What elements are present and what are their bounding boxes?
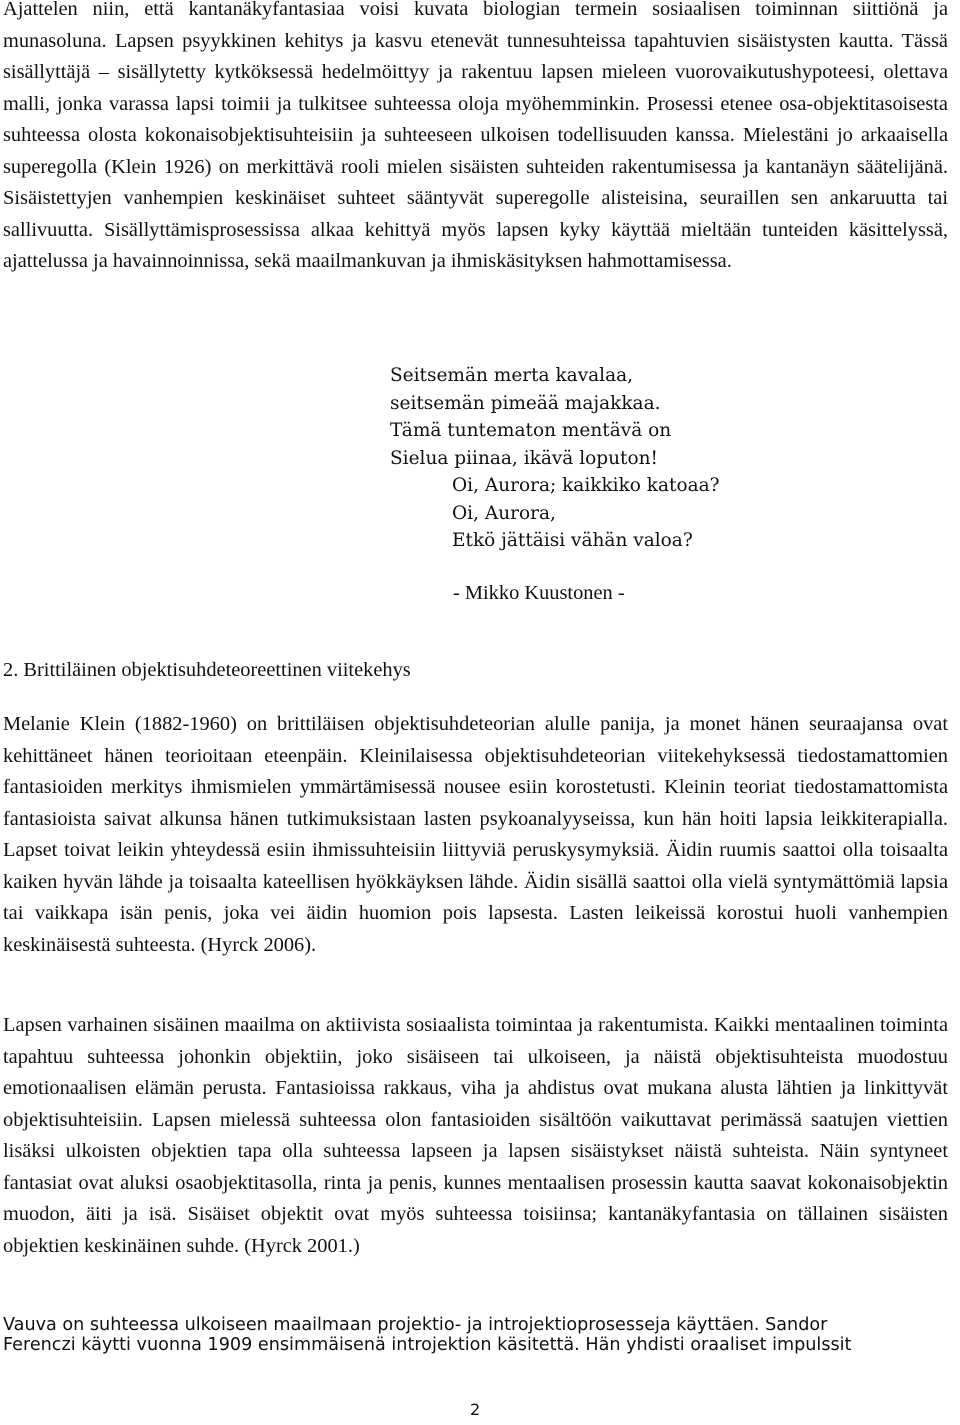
- poem-line: Tämä tuntematon mentävä on: [390, 420, 672, 441]
- paragraph-line: Vauva on suhteessa ulkoiseen maailmaan projektio- ja introjektioprosesseja käyttäen. Sandor: [3, 1315, 828, 1335]
- poem-line: Sielua piinaa, ikävä loputon!: [390, 447, 658, 469]
- poem-line: seitsemän pimeää majakkaa.: [390, 392, 661, 414]
- poem-line: Seitsemän merta kavalaa,: [390, 365, 634, 386]
- poem: [390, 362, 720, 555]
- poem-line: Oi, Aurora,: [452, 502, 556, 524]
- poem-author: - Mikko Kuustonen -: [453, 582, 625, 604]
- paragraph-line: Ferenczi käytti vuonna 1909 ensimmäisenä introjektion käsitettä. Hän yhdisti oraaliset impulssit: [3, 1335, 852, 1355]
- section-heading: 2. Brittiläinen objektisuhdeteoreettinen viitekehys: [3, 659, 411, 681]
- poem-line: Etkö jättäisi vähän valoa?: [452, 530, 693, 551]
- paragraph-projection: [3, 1315, 948, 1355]
- paragraph-inner-world: Lapsen varhainen sisäinen maailma on aktiivista sosiaalista toimintaa ja rakentumista. Kaikki mentaalinen toiminta tapahtuu suhteessa johonkin objektiin, joko sisäiseen tai ulkoiseen, ja näistä objektisuhteista muodostuu emotionaalisen elämän perusta. Fantasioissa rakkaus, viha ja ahdistus ovat mukana alusta lähtien ja linkittyvät objektisuhteisiin. Lapsen mielessä suhteessa olon fantasioiden sisältöön vaikuttavat perimässä saatujen viettien lisäksi ulkoisten objektien tapa olla suhteessa lapseen ja lapsen sisäistykset näistä suhteista. Näin syntyneet fantasiat ovat aluksi osaobjektitasolla, rinta ja penis, kunnes mentaalisen prosessin kautta saavat kokonaisobjektin muodon, äiti ja isä. Sisäiset objektit ovat myös suhteessa toisiinsa; kantanäkyfantasia on tällainen sisäisten objektien keskinäinen suhde. (Hyrck 2001.): [3, 1014, 948, 1257]
- paragraph-intro: Ajattelen niin, että kantanäkyfantasiaa voisi kuvata biologian termein sosiaalisen toiminnan siittiönä ja munasoluna. Lapsen psyykkinen kehitys ja kasvu etenevät tunnesuhteissa tapahtuvien sisäistysten kautta. Tässä sisällyttäjä – sisällytetty kytköksessä hedelmöittyy ja rakentuu lapsen mieleen vuorovaikutushypoteesi, olettava malli, jonka varassa lapsi toimii ja tulkitsee suhteessa oloja myöhemminkin. Prosessi etenee osa-objektitasoisesta suhteessa olosta kokonaisobjektisuhteisiin ja suhteeseen ulkoisen todellisuuden kanssa. Mielestäni jo arkaaisella superegolla (Klein 1926) on merkittävä rooli mielen sisäisten suhteiden rakentumisessa ja kantanäyn säätelijänä. Sisäistettyjen vanhempien keskinäiset suhteet sääntyvät superegolle alisteisina, seuraillen sen ankaruutta tai sallivuutta. Sisällyttämisprosessissa alkaa kehittyä myös lapsen kyky käyttää mieltään tunteiden käsittelyssä, ajattelussa ja havainnoinnissa, sekä maailmankuvan ja ihmiskäsityksen hahmottamisessa.: [3, 0, 948, 272]
- poem-line: Oi, Aurora; kaikkiko katoaa?: [452, 475, 720, 496]
- paragraph-klein: Melanie Klein (1882-1960) on brittiläisen objektisuhdeteorian alulle panija, ja monet hänen seuraajansa ovat kehittäneet hänen teorioitaan eteenpäin. Kleinilaisessa objektisuhdeteorian viitekehyksessä tiedostamattomien fantasioiden merkitys ihmismielen ymmärtämisessä nousee esiin korostetusti. Kleinin teoriat tiedostamattomista fantasioista saivat alkunsa hänen tutkimuksistaan lasten psykoanalyyseissa, kun hän hoiti lapsia leikkiterapialla. Lapset toivat leikin yhteydessä esiin ihmissuhteisiin liittyviä peruskysymyksiä. Äidin ruumis saattoi olla toisaalta kaiken hyvän lähde ja toisaalta kateellisen hyökkäyksen lähde. Äidin sisällä saattoi olla vielä syntymättömiä lapsia tai vaikkapa isän penis, joka vei äidin huomion pois lapsesta. Lasten leikeissä korostui huoli vanhempien keskinäisestä suhteesta. (Hyrck 2006).: [3, 713, 948, 956]
- page-number: 2: [470, 1400, 481, 1419]
